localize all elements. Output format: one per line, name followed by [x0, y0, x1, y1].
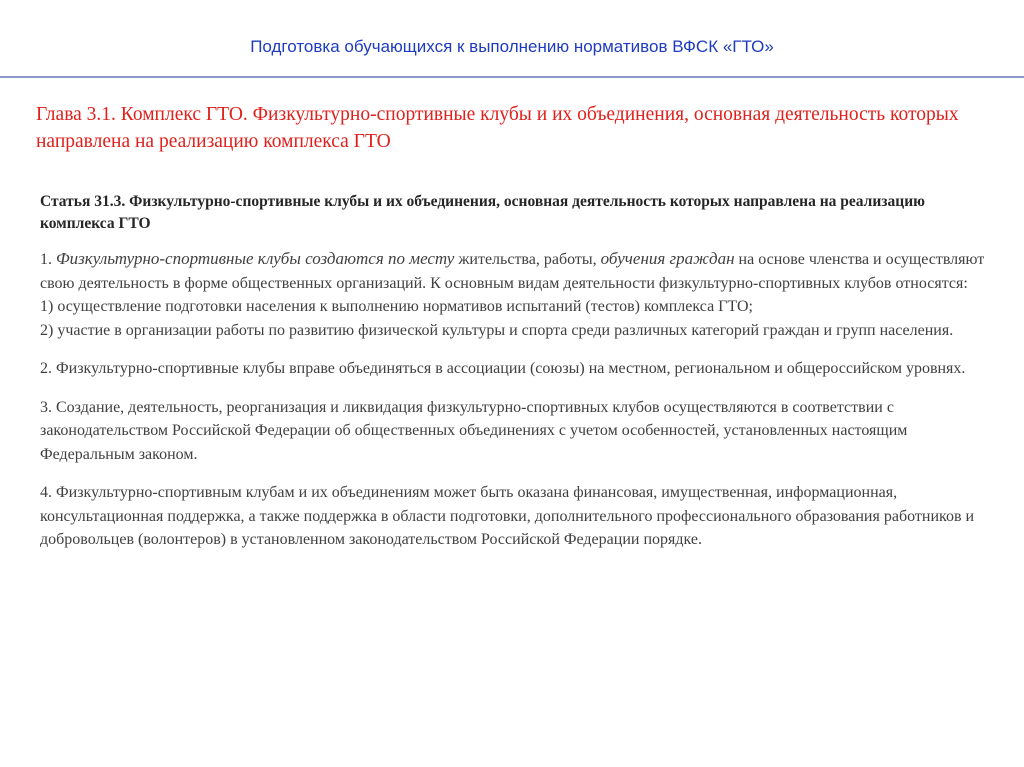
paragraph-3: 3. Создание, деятельность, реорганизация и ликвидация физкультурно-спортивных клубов осуществляются в соответствии с законодательством Российской Федерации об общественных объединениях с учетом особенностей, установленных настоящим Федеральным законом. — [40, 398, 908, 463]
paragraph-1 — [40, 247, 990, 342]
paragraph-2: 2. Физкультурно-спортивные клубы вправе объединяться в ассоциации (союзы) на местном, региональном и общероссийском уровнях. — [40, 360, 966, 377]
paragraph-4: 4. Физкультурно-спортивным клубам и их объединениям может быть оказана финансовая, имущественная, информационная, консультационная поддержка, а также поддержка в области подготовки, дополнительного профессионального образования работников и добровольцев (волонтеров) в установленном законодательством Российской Федерации порядке. — [40, 484, 975, 548]
header-divider — [0, 76, 1024, 78]
article-body — [40, 191, 990, 567]
paragraph-1-italic-2: обучения граждан — [600, 249, 735, 268]
paragraph-1-number: 1. — [40, 251, 52, 268]
chapter-heading: Глава 3.1. Комплекс ГТО. Физкультурно-спортивные клубы и их объединения, основная деятельность которых направлена на реализацию комплекса ГТО — [36, 104, 959, 152]
paragraph-1-list-item-2: 2) участие в организации работы по развитию физической культуры и спорта среди различных категорий граждан и групп населения. — [40, 321, 954, 339]
slide-header — [0, 0, 1024, 78]
article-title: Статья 31.3. Физкультурно-спортивные клубы и их объединения, основная деятельность которых направлена на реализацию комплекса ГТО — [40, 193, 925, 232]
paragraph-1-text-2: на основе членства и осуществляют свою деятельность в форме общественных организаций. К основным видам деятельности физкультурно-спортивных клубов относятся: — [40, 251, 985, 292]
paragraph-1-text-1: жительства, работы, — [458, 251, 597, 268]
paragraph-1-italic-1: Физкультурно-спортивные клубы создаются по месту — [56, 249, 455, 268]
paragraph-1-list-item-1: 1) осуществление подготовки населения к выполнению нормативов испытаний (тестов) комплекса ГТО; — [40, 298, 753, 315]
slide-title: Подготовка обучающихся к выполнению нормативов ВФСК «ГТО» — [250, 37, 774, 56]
